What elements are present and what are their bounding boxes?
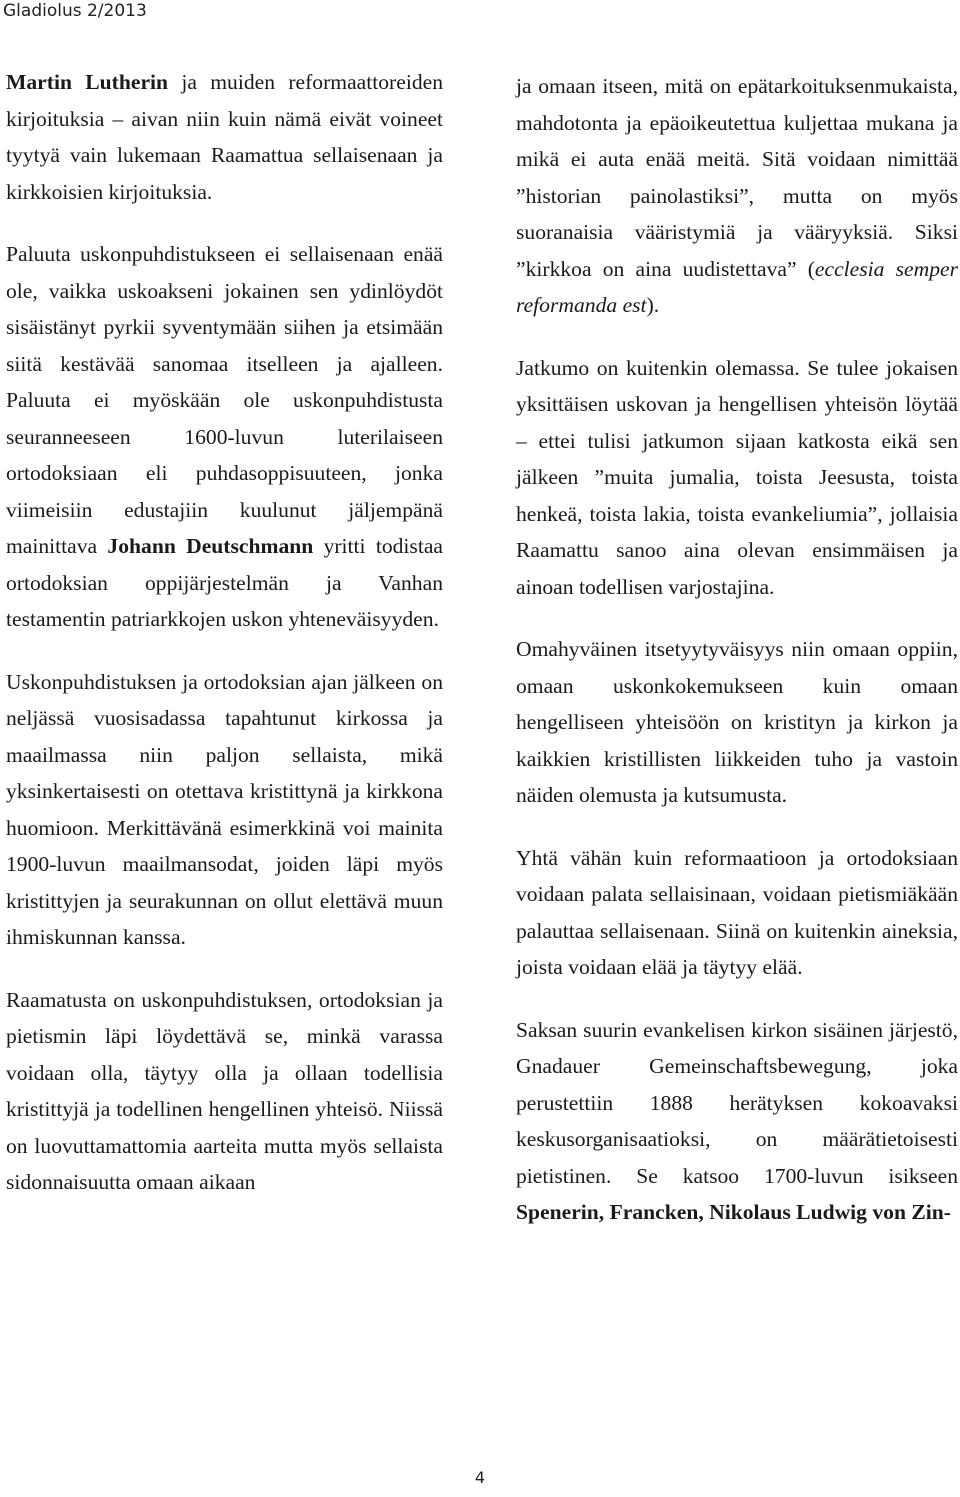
paragraph: Raamatusta on uskonpuhdistuksen, ortodoksian ja pietismin läpi löydettävä se, minkä varassa voidaan olla, täytyy olla ja ollaan todellisia kristittyjä ja todellinen hengellinen yhteisö. Niissä on luovuttamattomia aarteita mutta myös sellaista sidonnaisuutta omaan aikaan bbox=[6, 987, 443, 1194]
paragraph-text: yritti todistaa ortodoksian oppijärjestelmän ja Vanhan testamentin patriarkkojen uskon yhteneväisyyden. bbox=[6, 534, 443, 631]
paragraph bbox=[516, 68, 958, 324]
left-column bbox=[6, 64, 443, 1227]
paragraph: Omahyväinen itsetyytyväisyys niin omaan oppiin, omaan uskonkokemukseen kuin omaan hengelliseen yhteisöön on kristityn ja kirkon ja kaikkien kristillisten liikkeiden tuho ja vastoin näiden olemusta ja kutsumusta. bbox=[516, 637, 958, 807]
paragraph bbox=[6, 64, 443, 210]
paragraph-text: Saksan suurin evankelisen kirkon sisäinen järjestö, Gnadauer Gemeinschaftsbewegung, joka perustettiin 1888 herätyksen kokoavaksi keskusorganisaatioksi, on määrätietoisesti pietistinen. Se katsoo 1700-luvun isikseen bbox=[516, 1017, 958, 1188]
journal-header: Gladiolus 2/2013 bbox=[3, 1, 147, 21]
latin-phrase: ecclesia semper reformanda est bbox=[516, 256, 958, 317]
person-name: Johann Deutschmann bbox=[107, 534, 314, 558]
paragraph: Jatkumo on kuitenkin olemassa. Se tulee jokaisen yksittäisen uskovan ja hengellisen yhteisön löytää – ettei tulisi jatkumon sijaan katkosta eikä sen jälkeen ”muita jumalia, toista Jeesusta, toista henkeä, toista lakia, toista evankeliumia”, jollaisia Raamattu sanoo aina olevan ensimmäisen ja ainoan todellisen varjostajina. bbox=[516, 355, 958, 599]
page-number: 4 bbox=[474, 1468, 486, 1487]
paragraph bbox=[516, 1012, 958, 1231]
person-names: Spenerin, Francken, Nikolaus Ludwig von Zin- bbox=[516, 1200, 951, 1224]
person-name: Martin Lutherin bbox=[6, 70, 169, 94]
paragraph-text: ja muiden reformaattoreiden kirjoituksia – aivan niin kuin nämä eivät voineet tyytyä vain lukemaan Raamattua sellaisenaan ja kirkkoisien kirjoituksia. bbox=[6, 70, 443, 204]
right-column bbox=[516, 68, 958, 1257]
paragraph-text: ja omaan itseen, mitä on epätarkoituksenmukaista, mahdotonta ja epäoikeutettua kuljettaa mukana ja mikä ei auta enää meitä. Sitä voidaan nimittää ”historian painolastiksi”, mutta on myös suoranaisia vääristymiä ja vääryyksiä. Siksi ”kirkkoa on aina uudistettava” ( bbox=[516, 74, 958, 281]
paragraph: Uskonpuhdistuksen ja ortodoksian ajan jälkeen on neljässä vuosisadassa tapahtunut kirkossa ja maailmassa niin paljon sellaista, mikä yksinkertaisesti on otettava kristittynä ja kirkkona huomioon. Merkittävänä esimerkkinä voi mainita 1900-luvun maailmansodat, joiden läpi myös kristittyjen ja seurakunnan on ollut elettävä muun ihmiskunnan kanssa. bbox=[6, 669, 443, 949]
paragraph-text: Paluuta uskonpuhdistukseen ei sellaisenaan enää ole, vaikka uskoakseni jokainen sen ydinlöydöt sisäistänyt pyrkii syventymään siihen ja etsimään siitä kestävää sanomaa itselleen ja ajalleen. Paluuta ei myöskään ole uskonpuhdistusta seuranneeseen 1600-luvun luterilaiseen ortodoksiaan eli puhdasoppisuuteen, jonka viimeisiin edustajiin kuulunut jäljempänä mainittava bbox=[6, 242, 443, 558]
paragraph: Yhtä vähän kuin reformaatioon ja ortodoksiaan voidaan palata sellaisinaan, voidaan pietismiäkään palauttaa sellaisenaan. Siinä on kuitenkin aineksia, joista voidaan elää ja täytyy elää. bbox=[516, 845, 958, 979]
paragraph-text: ). bbox=[646, 293, 660, 317]
paragraph bbox=[6, 236, 443, 638]
